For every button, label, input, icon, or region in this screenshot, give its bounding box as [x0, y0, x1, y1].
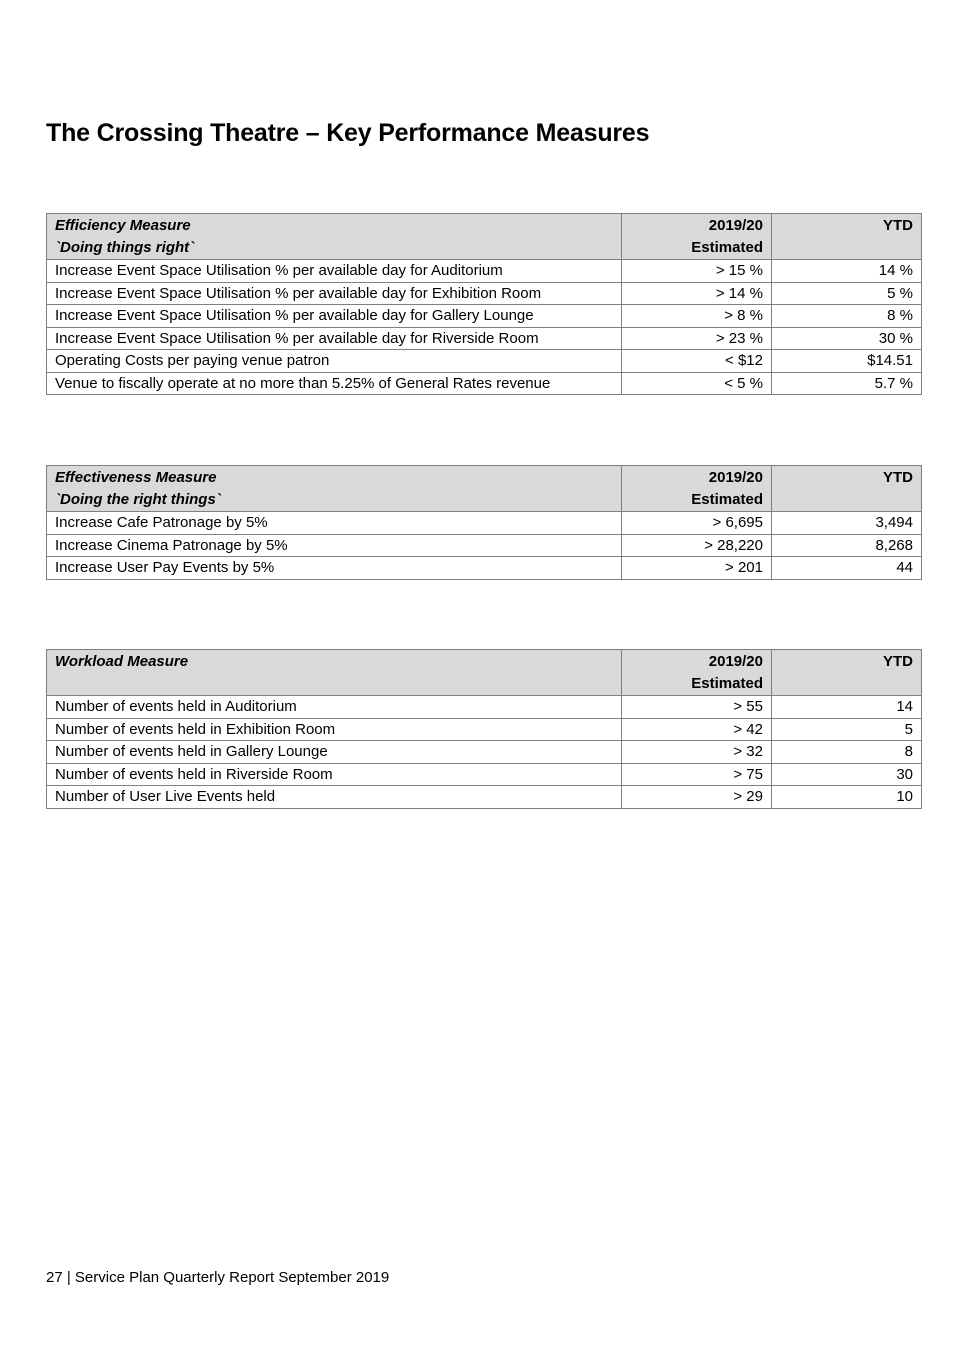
ytd-cell: 10 [772, 786, 922, 809]
efficiency-measure-table [46, 213, 922, 395]
table-row [47, 372, 922, 395]
ytd-cell: 30 % [772, 327, 922, 350]
ytd-cell: 3,494 [772, 512, 922, 535]
ytd-label: YTD [883, 653, 913, 670]
ytd-cell: 8,268 [772, 534, 922, 557]
ytd-cell: 5 % [772, 282, 922, 305]
estimated-column-header [622, 650, 772, 696]
table-row [47, 350, 922, 373]
measure-type-label: Workload Measure [55, 653, 189, 670]
page-title: The Crossing Theatre – Key Performance Measures [46, 119, 650, 147]
ytd-cell: 14 [772, 696, 922, 719]
measure-cell: Number of events held in Riverside Room [47, 763, 622, 786]
estimated-column-header [622, 214, 772, 260]
table-row [47, 763, 922, 786]
table-header-row [47, 466, 922, 512]
effectiveness-measure-table [46, 465, 922, 580]
measure-tagline: `Doing the right things` [55, 490, 221, 508]
estimated-cell: > 32 [622, 741, 772, 764]
measure-cell: Increase Event Space Utilisation % per available day for Auditorium [47, 260, 622, 283]
ytd-cell: $14.51 [772, 350, 922, 373]
table-row [47, 305, 922, 328]
table-header-row [47, 214, 922, 260]
measure-cell: Increase Event Space Utilisation % per available day for Exhibition Room [47, 282, 622, 305]
estimated-cell: > 28,220 [622, 534, 772, 557]
measure-cell: Number of events held in Auditorium [47, 696, 622, 719]
table-row [47, 786, 922, 809]
table-row [47, 718, 922, 741]
estimated-cell: < 5 % [622, 372, 772, 395]
estimated-cell: > 6,695 [622, 512, 772, 535]
ytd-cell: 5.7 % [772, 372, 922, 395]
year-label: 2019/20 [708, 217, 763, 234]
estimated-label: Estimated [691, 238, 763, 256]
measure-cell: Increase Event Space Utilisation % per available day for Gallery Lounge [47, 305, 622, 328]
page-footer: 27 | Service Plan Quarterly Report September 2019 [46, 1269, 390, 1286]
table-row [47, 512, 922, 535]
workload-measure-table [46, 649, 922, 809]
estimated-cell: > 42 [622, 718, 772, 741]
estimated-cell: > 23 % [622, 327, 772, 350]
measure-type-label: Effectiveness Measure [55, 469, 217, 486]
measure-column-header [47, 466, 622, 512]
table-row [47, 534, 922, 557]
estimated-cell: > 201 [622, 557, 772, 580]
estimated-column-header [622, 466, 772, 512]
estimated-label: Estimated [691, 490, 763, 508]
ytd-label: YTD [883, 217, 913, 234]
table-row [47, 260, 922, 283]
year-label: 2019/20 [708, 653, 763, 670]
ytd-cell: 44 [772, 557, 922, 580]
measure-cell: Number of User Live Events held [47, 786, 622, 809]
ytd-column-header [772, 650, 922, 696]
estimated-cell: > 8 % [622, 305, 772, 328]
measure-tagline-spacer [55, 673, 613, 695]
table-row [47, 327, 922, 350]
measure-column-header [47, 214, 622, 260]
measure-cell: Venue to fiscally operate at no more than 5.25% of General Rates revenue [47, 372, 622, 395]
estimated-label: Estimated [691, 674, 763, 692]
ytd-cell: 14 % [772, 260, 922, 283]
estimated-cell: < $12 [622, 350, 772, 373]
measure-cell: Number of events held in Gallery Lounge [47, 741, 622, 764]
measure-cell: Increase User Pay Events by 5% [47, 557, 622, 580]
table-row [47, 696, 922, 719]
ytd-cell: 5 [772, 718, 922, 741]
estimated-cell: > 29 [622, 786, 772, 809]
measure-type-label: Efficiency Measure [55, 217, 191, 234]
estimated-cell: > 55 [622, 696, 772, 719]
year-label: 2019/20 [708, 469, 763, 486]
table-header-row [47, 650, 922, 696]
table-row [47, 741, 922, 764]
table-row [47, 282, 922, 305]
ytd-column-header [772, 466, 922, 512]
ytd-cell: 8 [772, 741, 922, 764]
ytd-cell: 8 % [772, 305, 922, 328]
measure-tagline: `Doing things right` [55, 238, 195, 256]
ytd-label: YTD [883, 469, 913, 486]
measure-cell: Increase Event Space Utilisation % per available day for Riverside Room [47, 327, 622, 350]
estimated-cell: > 15 % [622, 260, 772, 283]
measure-cell: Increase Cinema Patronage by 5% [47, 534, 622, 557]
measure-cell: Operating Costs per paying venue patron [47, 350, 622, 373]
table-row [47, 557, 922, 580]
measure-column-header [47, 650, 622, 696]
ytd-column-header [772, 214, 922, 260]
measure-cell: Number of events held in Exhibition Room [47, 718, 622, 741]
ytd-cell: 30 [772, 763, 922, 786]
estimated-cell: > 14 % [622, 282, 772, 305]
estimated-cell: > 75 [622, 763, 772, 786]
measure-cell: Increase Cafe Patronage by 5% [47, 512, 622, 535]
